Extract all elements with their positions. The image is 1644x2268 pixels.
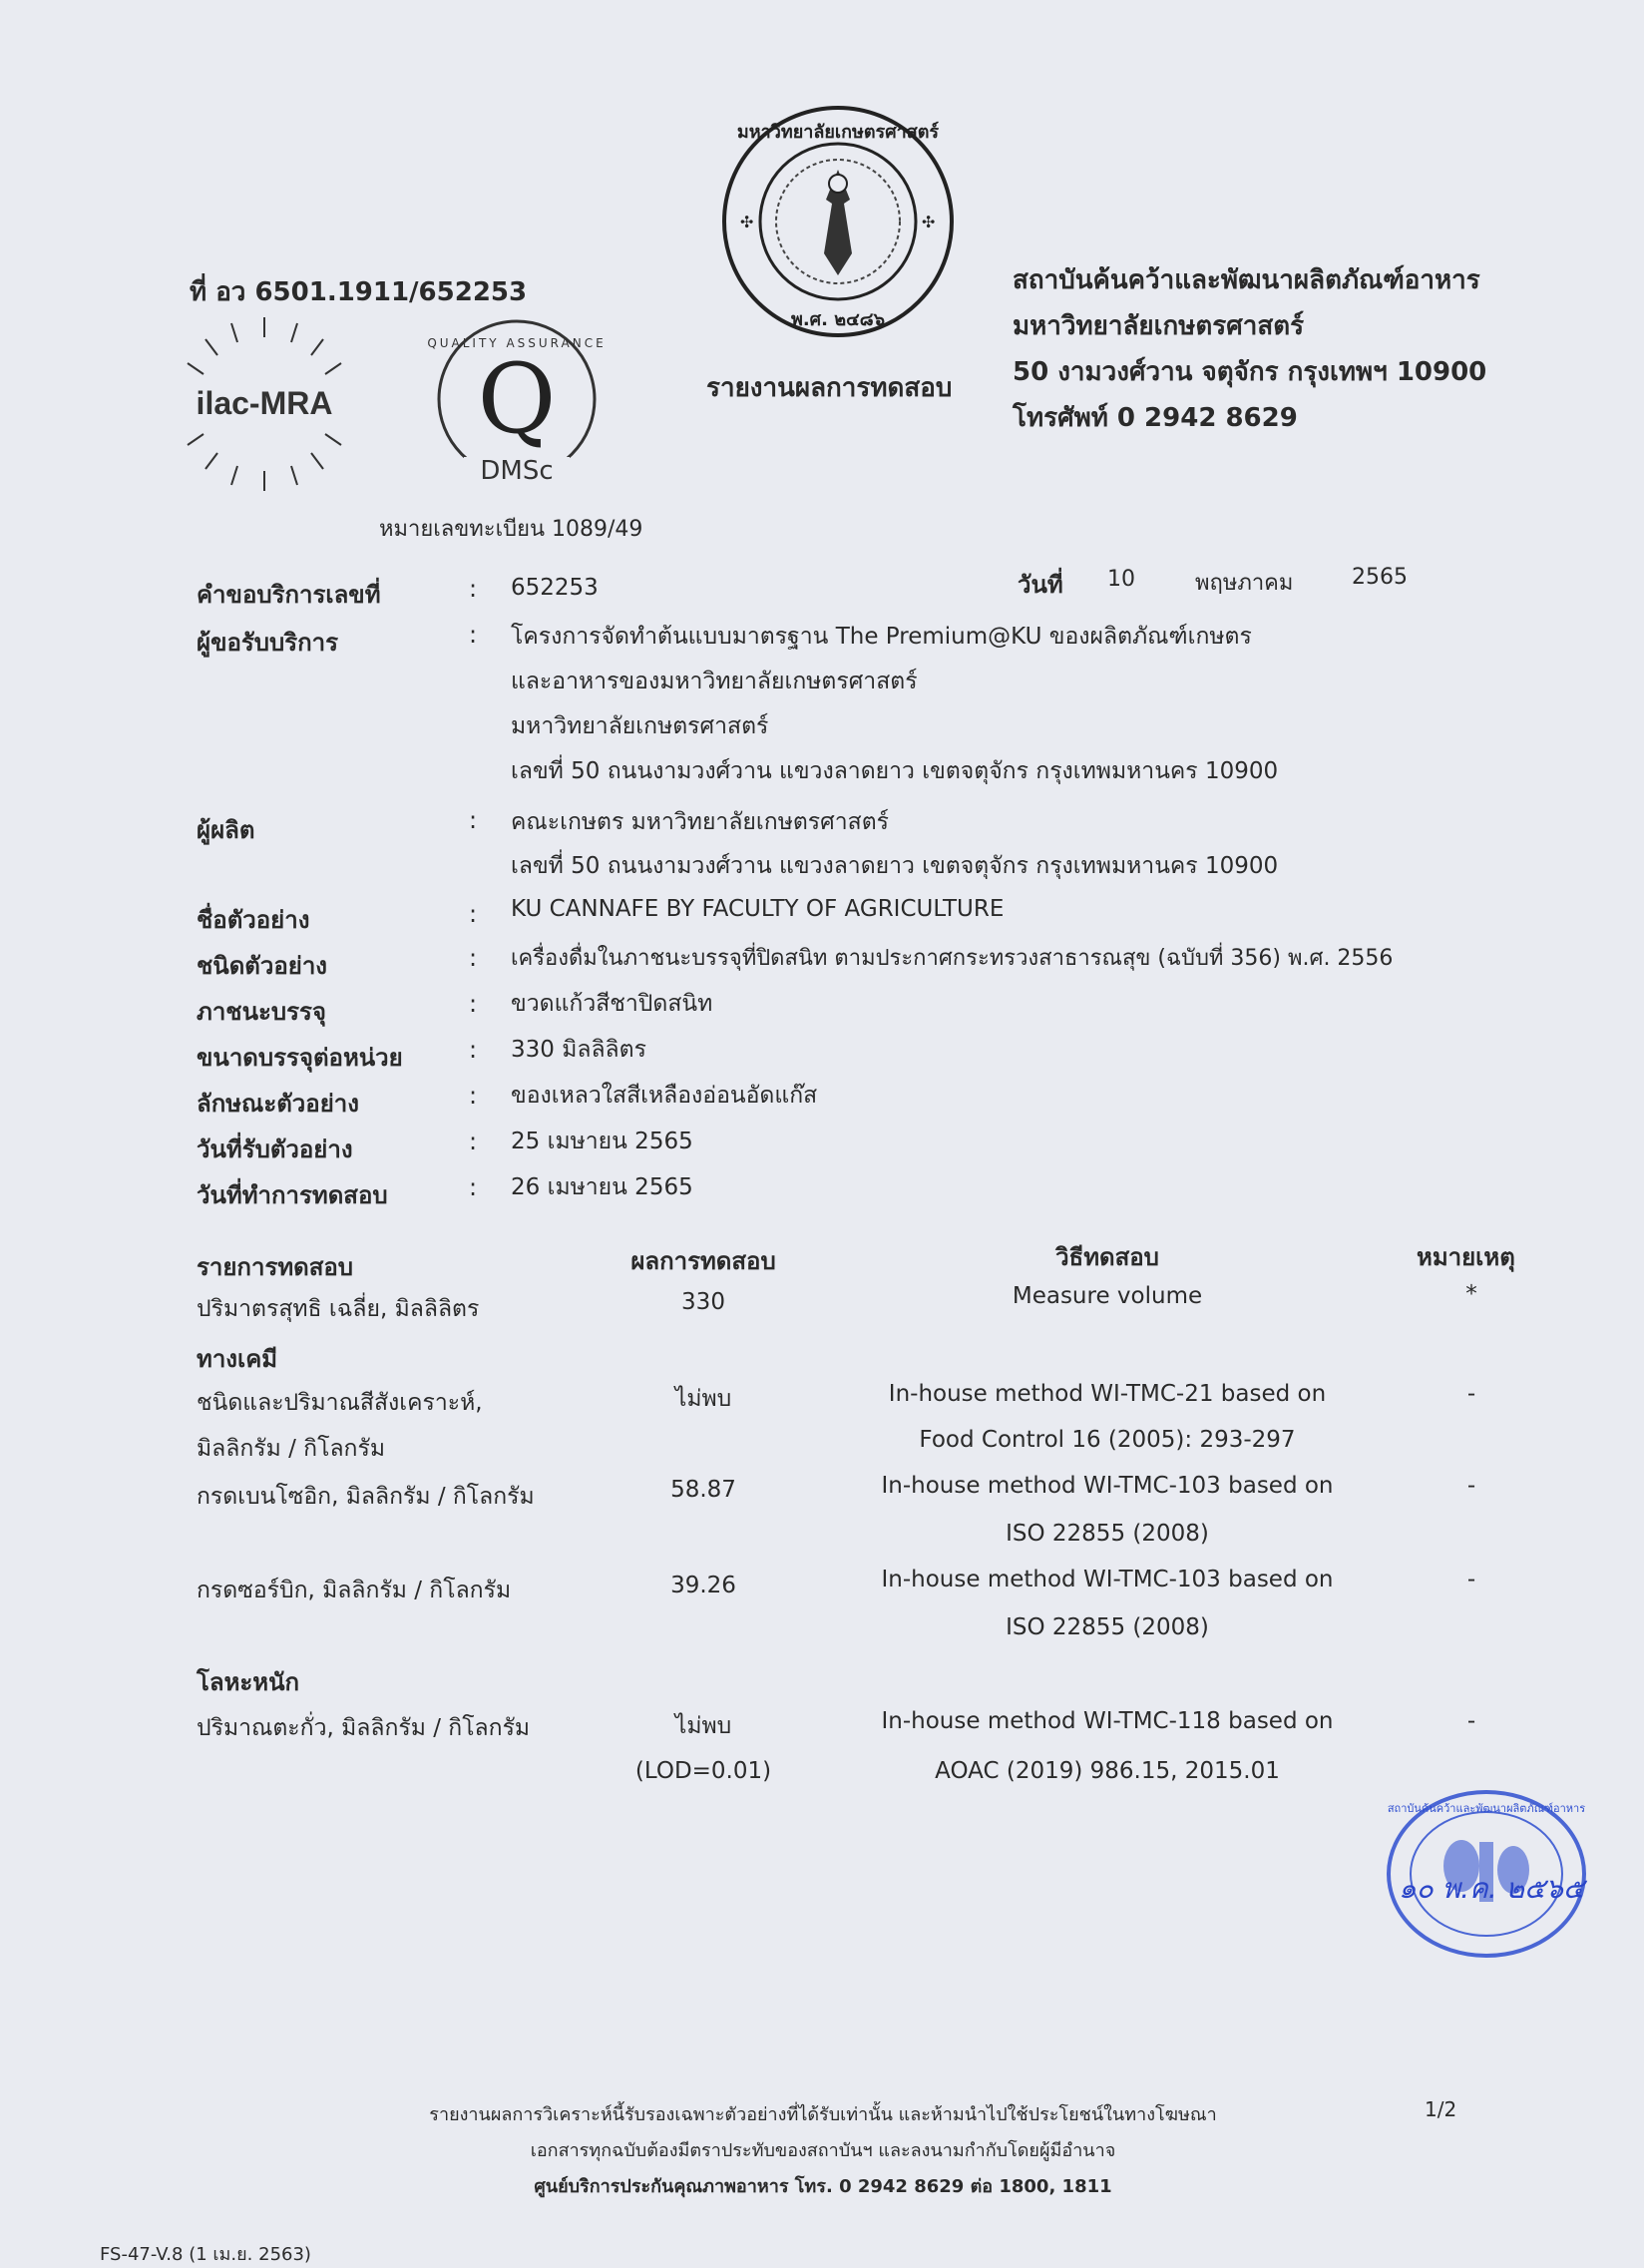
producer-label: ผู้ผลิต	[197, 816, 255, 844]
table-row-note: -	[1466, 1708, 1476, 1734]
client-line: และอาหารของมหาวิทยาลัยเกษตรศาสตร์	[511, 669, 918, 694]
colon: :	[469, 575, 478, 603]
section-heavy-metal: โลหะหนัก	[197, 1668, 300, 1696]
institute-line: สถาบันค้นคว้าและพัฒนาผลิตภัณฑ์อาหาร	[1013, 265, 1480, 295]
colon: :	[469, 806, 478, 834]
svg-text:✣: ✣	[922, 213, 936, 231]
date-label: วันที่	[1018, 571, 1063, 599]
institute-address	[1013, 257, 1486, 441]
request-number: 652253	[511, 575, 599, 601]
quality-assurance-logo	[424, 317, 610, 487]
table-row-method: AOAC (2019) 986.15, 2015.01	[935, 1758, 1280, 1784]
table-row-method: In-house method WI-TMC-103 based on	[881, 1567, 1334, 1592]
container-value: ขวดแก้วสีชาปิดสนิท	[511, 991, 713, 1017]
qa-logo-ring-text: QUALITY ASSURANCE	[427, 336, 607, 350]
stamp-text: สถาบันค้นคว้าและพัฒนาผลิตภัณฑ์อาหาร	[1387, 1802, 1586, 1815]
colon: :	[469, 1082, 478, 1110]
col-header-result: ผลการทดสอบ	[630, 1247, 776, 1275]
institute-line: มหาวิทยาลัยเกษตรศาสตร์	[1013, 311, 1305, 341]
table-row-note: -	[1466, 1381, 1476, 1407]
table-row-result: 330	[681, 1289, 725, 1315]
table-row-item: กรดเบนโซอิก, มิลลิกรัม / กิโลกรัม	[197, 1484, 535, 1510]
colon: :	[469, 1173, 478, 1201]
colon: :	[469, 1128, 478, 1155]
section-chemical: ทางเคมี	[197, 1345, 278, 1373]
stamp-handwriting: ๑๐ พ.ค. ๒๕๖๕	[1398, 1872, 1585, 1905]
footer-contact: ศูนย์บริการประกันคุณภาพอาหาร โทร. 0 2942 8629 ต่อ 1800, 1811	[534, 2176, 1112, 2197]
institute-line: โทรศัพท์ 0 2942 8629	[1013, 403, 1298, 433]
institute-stamp	[1382, 1786, 1591, 1961]
qa-logo-bottom: DMSc	[480, 456, 554, 486]
colon: :	[469, 1036, 478, 1064]
client-line: โครงการจัดทำต้นแบบมาตรฐาน The Premium@KU ของผลิตภัณฑ์เกษตร	[511, 624, 1252, 650]
qa-logo-letter: Q	[477, 343, 557, 455]
producer-line: เลขที่ 50 ถนนงามวงศ์วาน แขวงลาดยาว เขตจตุจักร กรุงเทพมหานคร 10900	[511, 853, 1279, 879]
date-day: 10	[1107, 567, 1135, 592]
colon: :	[469, 900, 478, 928]
report-title: รายงานผลการทดสอบ	[706, 373, 953, 403]
client-label: ผู้ขอรับบริการ	[197, 629, 339, 657]
table-row-method: ISO 22855 (2008)	[1006, 1521, 1209, 1547]
col-header-method: วิธีทดสอบ	[1055, 1243, 1159, 1271]
ilac-logo-text: ilac-MRA	[196, 385, 333, 421]
table-row-note: *	[1465, 1281, 1477, 1307]
table-row-method: In-house method WI-TMC-118 based on	[881, 1708, 1334, 1734]
client-line: มหาวิทยาลัยเกษตรศาสตร์	[511, 713, 769, 739]
sample-name-label: ชื่อตัวอย่าง	[197, 906, 310, 934]
registration-number: หมายเลขทะเบียน 1089/49	[379, 517, 643, 542]
table-row-result: ไม่พบ	[674, 1713, 732, 1739]
footer-disclaimer: รายงานผลการวิเคราะห์นี้รับรองเฉพาะตัวอย่างที่ได้รับเท่านั้น และห้ามนำไปใช้ประโยชน์ในทางโฆษณา	[429, 2104, 1217, 2125]
table-row-method: In-house method WI-TMC-21 based on	[888, 1381, 1327, 1407]
institute-line: 50 งามวงศ์วาน จตุจักร กรุงเทพฯ 10900	[1013, 357, 1487, 387]
sample-type-value: เครื่องดื่มในภาชนะบรรจุที่ปิดสนิท ตามประกาศกระทรวงสาธารณสุข (ฉบับที่ 356) พ.ศ. 2556	[511, 946, 1394, 971]
table-row-method: ISO 22855 (2008)	[1006, 1614, 1209, 1640]
test-date-label: วันที่ทำการทดสอบ	[197, 1181, 388, 1209]
form-code: FS-47-V.8 (1 เม.ย. 2563)	[100, 2244, 311, 2265]
table-row-item: ชนิดและปริมาณสีสังเคราะห์,	[197, 1390, 483, 1416]
table-row-method: In-house method WI-TMC-103 based on	[881, 1473, 1334, 1499]
table-row-item: กรดซอร์บิก, มิลลิกรัม / กิโลกรัม	[197, 1578, 512, 1603]
colon: :	[469, 621, 478, 649]
footer-note: เอกสารทุกฉบับต้องมีตราประทับของสถาบันฯ และลงนามกำกับโดยผู้มีอำนาจ	[530, 2140, 1116, 2161]
table-row-method: Measure volume	[1012, 1283, 1203, 1309]
table-row-result: ไม่พบ	[674, 1386, 732, 1412]
sample-type-label: ชนิดตัวอย่าง	[197, 952, 328, 980]
seal-year: พ.ศ. ๒๔๘๖	[790, 309, 886, 330]
unit-size-value: 330 มิลลิลิตร	[511, 1037, 646, 1063]
seal-text: มหาวิทยาลัยเกษตรศาสตร์	[736, 122, 940, 143]
table-row-note: -	[1466, 1473, 1476, 1499]
table-row-result: 39.26	[670, 1573, 736, 1598]
unit-size-label: ขนาดบรรจุต่อหน่วย	[197, 1044, 403, 1072]
colon: :	[469, 944, 478, 972]
date-year: 2565	[1352, 565, 1408, 590]
date-month: พฤษภาคม	[1195, 571, 1294, 596]
table-row-result: (LOD=0.01)	[634, 1758, 772, 1784]
table-row-result: 58.87	[670, 1477, 736, 1503]
table-row-note: -	[1466, 1567, 1476, 1592]
svg-text:✣: ✣	[740, 213, 754, 231]
request-label: คำขอบริการเลขที่	[197, 581, 381, 609]
col-header-note: หมายเหตุ	[1417, 1243, 1515, 1271]
university-seal	[718, 104, 958, 339]
client-line: เลขที่ 50 ถนนงามวงศ์วาน แขวงลาดยาว เขตจตุจักร กรุงเทพมหานคร 10900	[511, 758, 1279, 784]
received-date-value: 25 เมษายน 2565	[511, 1129, 693, 1154]
appearance-value: ของเหลวใสสีเหลืองอ่อนอัดแก๊ส	[511, 1083, 818, 1109]
table-row-method: Food Control 16 (2005): 293-297	[919, 1427, 1296, 1453]
table-row-item: มิลลิกรัม / กิโลกรัม	[197, 1436, 385, 1462]
appearance-label: ลักษณะตัวอย่าง	[197, 1090, 359, 1118]
colon: :	[469, 990, 478, 1018]
test-date-value: 26 เมษายน 2565	[511, 1174, 693, 1200]
col-header-item: รายการทดสอบ	[197, 1253, 354, 1281]
table-row-item: ปริมาณตะกั่ว, มิลลิกรัม / กิโลกรัม	[197, 1715, 531, 1741]
ilac-mra-logo	[172, 311, 357, 497]
page-number: 1/2	[1425, 2097, 1457, 2121]
table-row-item: ปริมาตรสุทธิ เฉลี่ย, มิลลิลิตร	[197, 1296, 480, 1322]
document-number: ที่ อว 6501.1911/652253	[190, 277, 528, 307]
container-label: ภาชนะบรรจุ	[197, 998, 326, 1026]
received-date-label: วันที่รับตัวอย่าง	[197, 1135, 353, 1163]
producer-line: คณะเกษตร มหาวิทยาลัยเกษตรศาสตร์	[511, 809, 889, 835]
sample-name-value: KU CANNAFE BY FACULTY OF AGRICULTURE	[511, 896, 1005, 922]
